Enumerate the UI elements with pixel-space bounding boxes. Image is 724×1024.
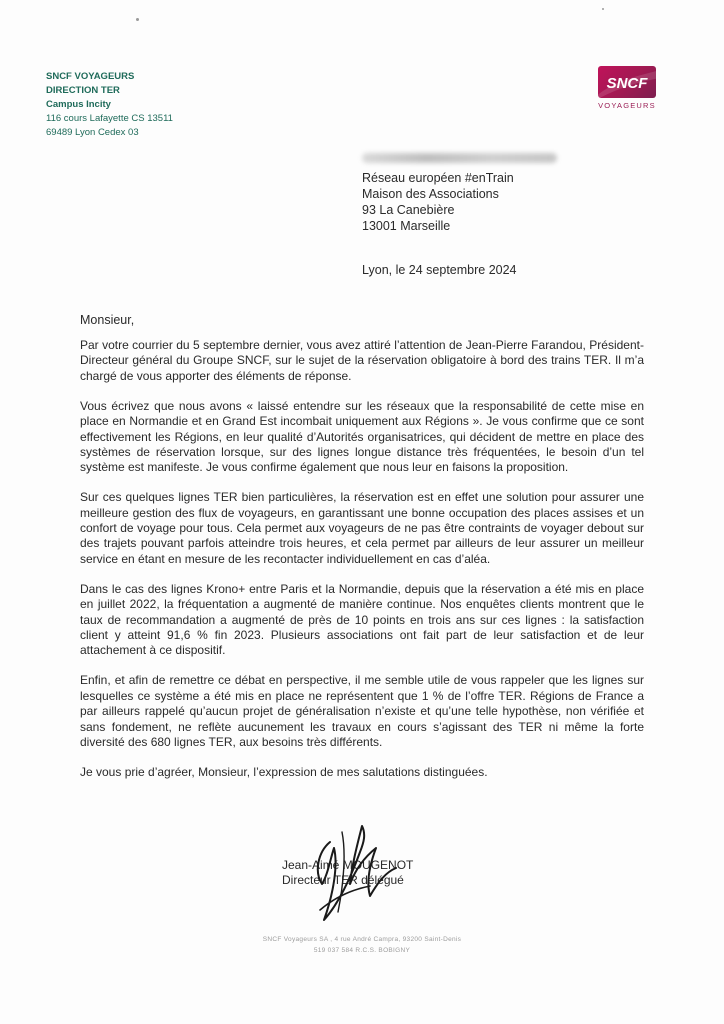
footer-company-address: SNCF Voyageurs SA , 4 rue André Campra, 93200 Saint-Denis — [262, 936, 462, 943]
signer-name: Jean-Aimé MOUGENOT — [282, 858, 414, 872]
sender-company: SNCF VOYAGEURS — [46, 71, 135, 82]
recipient-line: 93 La Canebière — [362, 203, 455, 217]
body-paragraph: Vous écrivez que nous avons « laissé entendre sur les réseaux que la responsabilité de cette mise en place en Normandie et en Grand Est incombait uniquement aux Régions ». Je vous confirme que ce sont effectivement les Régions, en leur qualité d’Autorités organisatrices, qui décident de mettre en place des systèmes de réservation lorsque, sur des lignes longue distance très fréquentées, le besoin d’un tel système est manifeste. Je vous confirme également que nous leur en faisons la proposition. — [80, 398, 644, 475]
letter-body — [80, 338, 644, 795]
body-paragraph: Dans le cas des lignes Krono+ entre Paris et la Normandie, depuis que la réservation a été mis en place en juillet 2022, la fréquentation a augmenté de manière continue. Nos enquêtes clients montrent que le taux de recommandation a augmenté de près de 10 points en trois ans sur ces lignes : la satisfaction client y atteint 91,6 % fin 2023. Plusieurs associations ont fait part de leur satisfaction et de leur attachement à ce dispositif. — [80, 581, 644, 658]
svg-text:SNCF: SNCF — [606, 75, 648, 92]
signer-title: Directeur TER délégué — [282, 873, 404, 887]
recipient-line: Réseau européen #enTrain — [362, 171, 514, 185]
redacted-recipient-name — [362, 153, 557, 163]
body-paragraph: Sur ces quelques lignes TER bien particulières, la réservation est en effet une solution pour assurer une meilleure gestion des flux de voyageurs, en garantissant une bonne occupation des places assises et un confort de voyage pour tous. Cela permet aux voyageurs de ne pas être contraints de voyager debout sur des trajets pouvant parfois atteindre trois heures, et cela permet par ailleurs de leur assurer un meilleur service en étant en mesure de les recontacter individuellement en cas d’aléa. — [80, 490, 644, 566]
sncf-logo-subtitle: VOYAGEURS — [598, 101, 656, 110]
body-paragraph: Enfin, et afin de remettre ce débat en perspective, il me semble utile de vous rappeler que les lignes sur lesquelles ce système a été mis en place ne représentent que 1 % de l’offre TER. Régions de France a par ailleurs rappelé qu’aucun projet de généralisation n’existe et qu’une telle hypothèse, non vérifiée et sans fondement, ne reflète aucunement les travaux en cours s’agissant des TER ni même la forte diversité des 680 lignes TER, aux besoins très différents. — [80, 673, 644, 749]
sender-campus: Campus Incity — [46, 99, 111, 110]
handwritten-signature — [300, 812, 410, 932]
salutation: Monsieur, — [80, 313, 135, 327]
closing-paragraph: Je vous prie d’agréer, Monsieur, l’expression de mes salutations distinguées. — [80, 764, 488, 779]
paper-speck — [602, 8, 604, 10]
footer-registration: 519 037 584 R.C.S. BOBIGNY — [313, 947, 411, 954]
letter-date: Lyon, le 24 septembre 2024 — [362, 263, 517, 277]
sncf-logo — [594, 66, 660, 110]
recipient-address-block — [362, 170, 514, 234]
paper-speck — [136, 18, 139, 21]
sncf-logo-mark — [598, 66, 656, 98]
sncf-logo-wordmark — [598, 66, 656, 98]
sender-street: 116 cours Lafayette CS 13511 — [46, 113, 173, 124]
sender-city: 69489 Lyon Cedex 03 — [46, 127, 139, 138]
recipient-line: Maison des Associations — [362, 187, 499, 201]
sender-department: DIRECTION TER — [46, 85, 120, 96]
recipient-line: 13001 Marseille — [362, 219, 451, 233]
body-paragraph: Par votre courrier du 5 septembre dernier, vous avez attiré l’attention de Jean-Pierre Farandou, Président-Directeur général du Groupe SNCF, sur le sujet de la réservation obligatoire à bord des trains TER. Il m’a chargé de vous apporter des éléments de réponse. — [80, 338, 644, 383]
sender-address-block — [46, 70, 173, 140]
